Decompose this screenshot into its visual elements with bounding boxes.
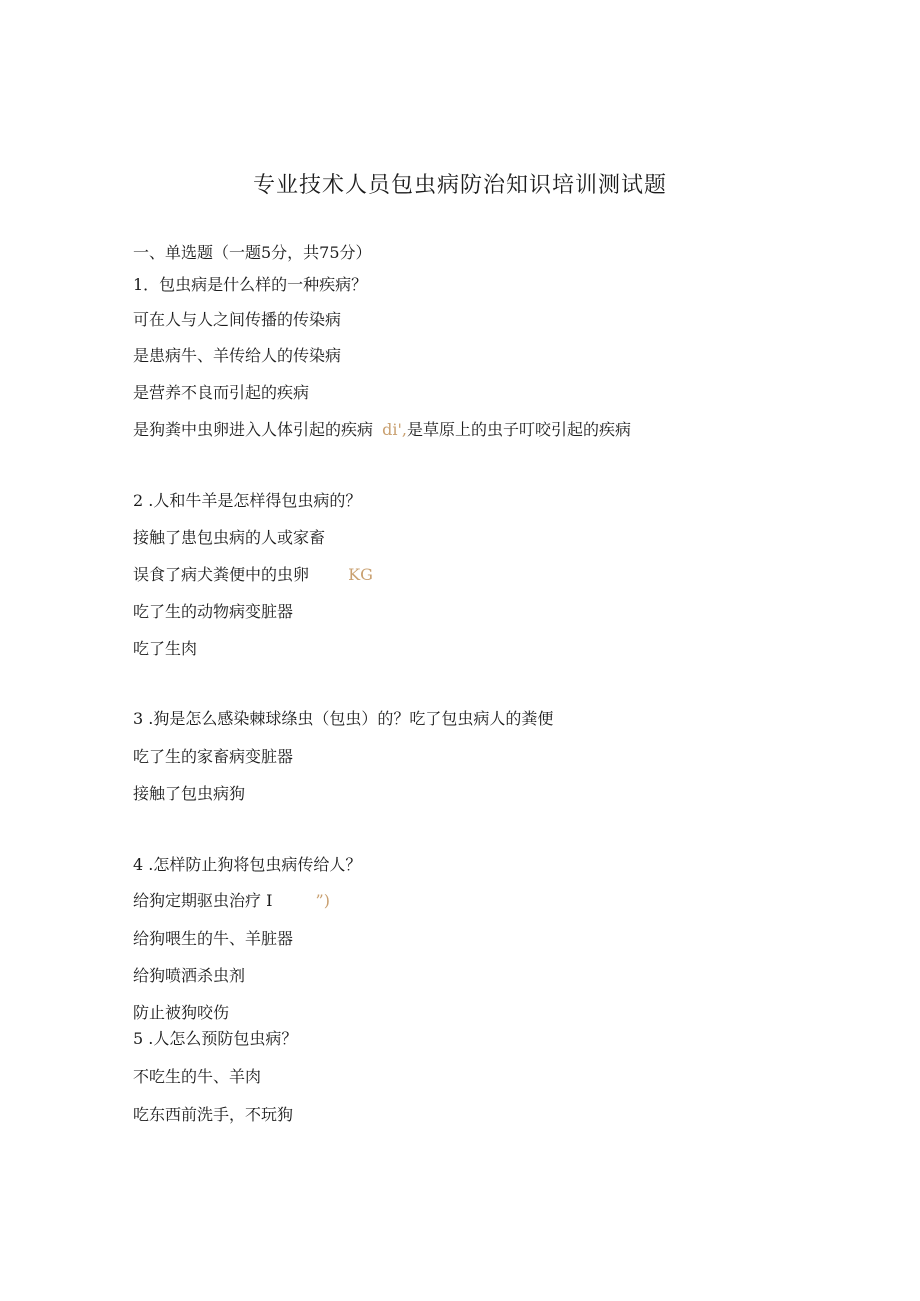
question-1-option-3: 是营养不良而引起的疾病 (133, 383, 310, 402)
question-2-option-1: 接触了患包虫病的人或家畜 (133, 528, 326, 547)
question-4-option-2: 给狗喂生的牛、羊脏器 (133, 929, 294, 948)
question-1-stem: 1．包虫病是什么样的一种疾病？ (133, 275, 368, 294)
question-2-mark: KG (348, 565, 373, 584)
page-title: 专业技术人员包虫病防治知识培训测试题 (252, 173, 667, 198)
question-2-stem: 2 .人和牛羊是怎样得包虫病的？ (133, 491, 362, 510)
question-4-option-1: 给狗定期驱虫治疗 I (133, 891, 273, 910)
question-1-option-1: 可在人与人之间传播的传染病 (133, 310, 342, 329)
question-3-stem: 3 .狗是怎么感染棘球绦虫（包虫）的？吃了包虫病人的粪便 (133, 709, 554, 728)
question-1-option-4-row (133, 420, 631, 440)
question-2-option-2-row (133, 565, 373, 585)
question-4-mark: ”) (315, 891, 330, 910)
question-5-option-1: 不吃生的牛、羊肉 (133, 1067, 262, 1086)
question-4-stem: 4 .怎样防止狗将包虫病传给人？ (133, 855, 362, 874)
question-4-option-3: 给狗喷洒杀虫剂 (133, 966, 246, 985)
question-3-option-2: 接触了包虫病狗 (133, 784, 246, 803)
question-1-mark: di', (382, 420, 407, 439)
question-5-option-2: 吃东西前洗手，不玩狗 (133, 1105, 294, 1124)
question-2-option-3: 吃了生的动物病变脏器 (133, 602, 294, 621)
question-1-option-4: 是狗粪中虫卵进入人体引起的疾病 (133, 420, 374, 439)
question-1-option-2: 是患病牛、羊传给人的传染病 (133, 346, 342, 365)
question-4-option-4: 防止被狗咬伤 (133, 1003, 230, 1022)
question-1-option-5: 是草原上的虫子叮咬引起的疾病 (406, 420, 631, 439)
question-5-stem: 5 .人怎么预防包虫病？ (133, 1029, 298, 1048)
question-2-option-4: 吃了生肉 (133, 639, 198, 658)
section-heading: 一、单选题（一题5分，共75分） (133, 243, 372, 262)
question-3-option-1: 吃了生的家畜病变脏器 (133, 747, 294, 766)
question-4-option-1-row (133, 891, 330, 911)
question-2-option-2: 误食了病犬粪便中的虫卵 (133, 565, 310, 584)
